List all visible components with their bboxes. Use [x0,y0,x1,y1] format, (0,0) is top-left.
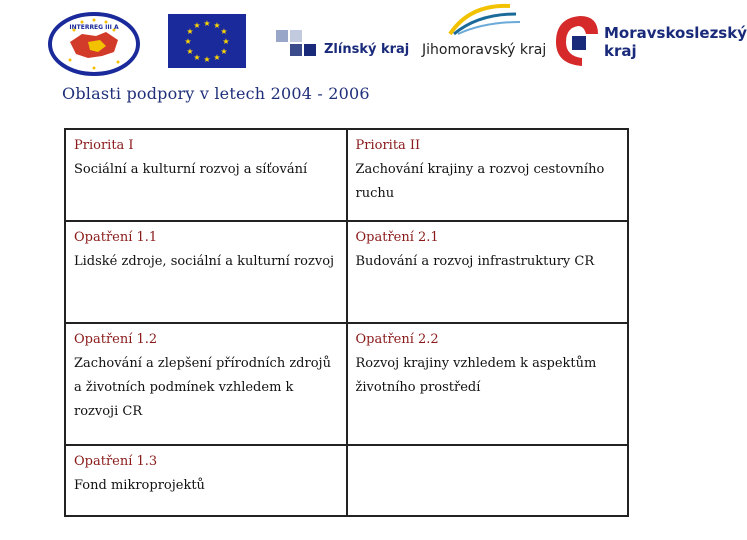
table-row [65,445,628,516]
interreg-logo [48,12,140,76]
moravskoslezsky-kraj-logo [552,12,747,68]
cell-heading: Priorita II [355,138,421,153]
cell-heading: Opatření 1.2 [74,332,158,347]
table-row [65,221,628,323]
svg-text:★: ★ [222,37,230,46]
table-cell-measure-2-1 [347,221,629,323]
jihomoravsky-kraj-logo [420,0,550,70]
eu-flag-icon [168,14,246,68]
cell-description: Budování a rozvoj infrastruktury CR [355,254,595,269]
zlinsky-kraj-label: Zlínský kraj [324,42,410,57]
svg-text:★: ★ [193,53,201,62]
svg-text:★: ★ [186,27,194,36]
jihomoravsky-kraj-label: Jihomoravský kraj [422,42,547,58]
table-cell-empty [347,445,629,516]
table-cell-measure-1-2 [65,323,347,445]
svg-text:★: ★ [184,37,192,46]
cell-heading: Opatření 1.3 [74,454,158,469]
cell-description: Lidské zdroje, sociální a kulturní rozvoj [74,254,335,269]
svg-text:★: ★ [203,55,211,64]
table-cell-measure-2-2 [347,323,629,445]
cell-heading: Opatření 2.1 [355,230,439,245]
cell-heading: Priorita I [74,138,134,153]
table-cell-priority-1 [65,129,347,221]
cell-heading: Opatření 2.2 [355,332,439,347]
table-row [65,323,628,445]
table-cell-priority-2 [347,129,629,221]
moravskoslezsky-kraj-label-line1: Moravskoslezský [604,24,747,42]
svg-text:★: ★ [220,27,228,36]
svg-text:★: ★ [220,47,228,56]
cell-description: Zachování a zlepšení přírodních zdrojů a životních podmínek vzhledem k rozvoji CR [74,356,331,419]
page-title: Oblasti podpory v letech 2004 - 2006 [62,84,370,103]
zlinsky-kraj-logo [276,28,416,68]
svg-text:★: ★ [203,19,211,28]
support-areas-table [64,128,629,517]
cell-description: Sociální a kulturní rozvoj a síťování [74,162,308,177]
moravskoslezsky-kraj-label-line2: kraj [604,42,637,60]
logo-bar [0,0,747,80]
svg-text:★: ★ [186,47,194,56]
table-row [65,129,628,221]
cell-heading: Opatření 1.1 [74,230,158,245]
cell-description: Fond mikroprojektů [74,478,205,493]
cell-description: Zachování krajiny a rozvoj cestovního ruchu [355,162,605,201]
interreg-logo-text: INTERREG III A [69,24,119,31]
cell-description: Rozvoj krajiny vzhledem k aspektům životního prostředí [355,356,597,395]
svg-text:★: ★ [213,21,221,30]
svg-text:★: ★ [213,53,221,62]
svg-text:★: ★ [193,21,201,30]
table-cell-measure-1-1 [65,221,347,323]
table-cell-measure-1-3 [65,445,347,516]
